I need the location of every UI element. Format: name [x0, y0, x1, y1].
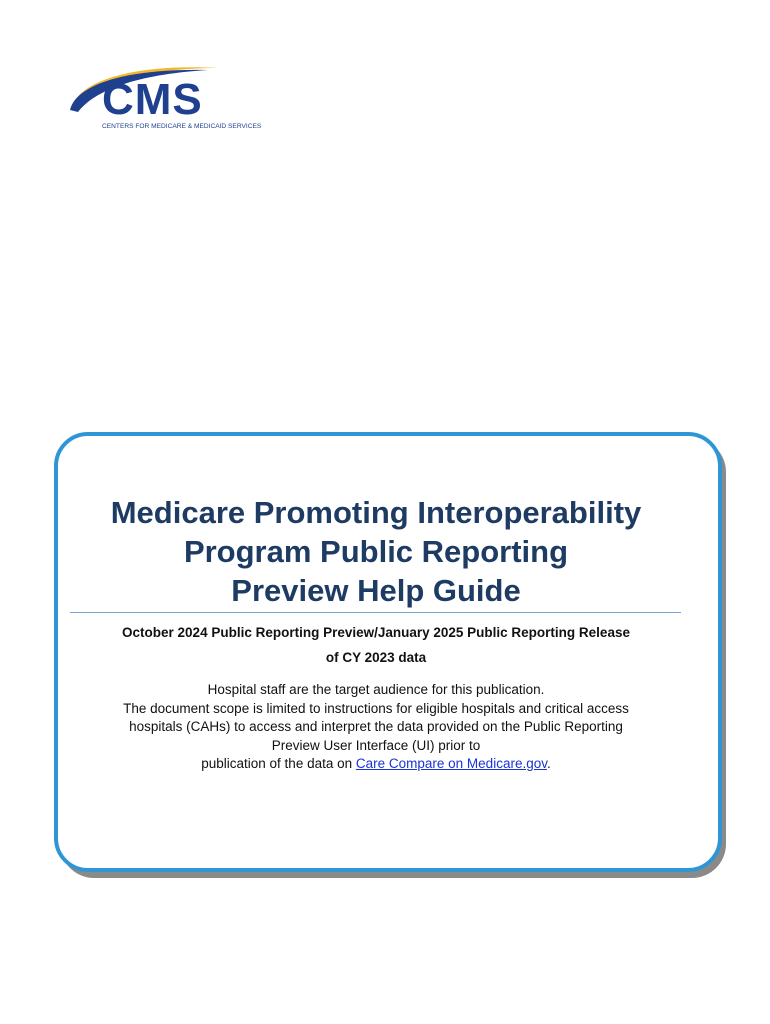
care-compare-link[interactable]: Care Compare on Medicare.gov: [355, 756, 547, 771]
title-line: Program Public Reporting: [183, 534, 569, 569]
document-description: [70, 681, 682, 774]
document-title: [70, 493, 682, 610]
description-line: Hospital staff are the target audience for this publication.: [207, 682, 545, 697]
document-subtitle: [70, 620, 682, 670]
subtitle-line: of CY 2023 data: [325, 650, 427, 665]
title-line: Preview Help Guide: [231, 573, 521, 608]
title-divider: [70, 612, 681, 613]
logo-wordmark: CMS: [102, 75, 203, 124]
description-suffix: .: [546, 756, 551, 771]
cms-logo-graphic: [68, 62, 268, 134]
description-line: hospitals (CAHs) to access and interpret the data provided on the Public Reporting: [129, 719, 623, 734]
cms-logo: [68, 62, 268, 134]
subtitle-line: October 2024 Public Reporting Preview/January 2025 Public Reporting Release: [122, 625, 630, 640]
description-line: The document scope is limited to instructions for eligible hospitals and critical access: [123, 700, 629, 716]
description-last-line: [70, 755, 682, 774]
logo-tagline: CENTERS FOR MEDICARE & MEDICAID SERVICES: [102, 123, 262, 130]
description-line: Preview User Interface (UI) prior to: [271, 737, 481, 753]
title-line: Medicare Promoting Interoperability: [110, 495, 642, 530]
description-prefix: publication of the data on: [201, 756, 356, 771]
